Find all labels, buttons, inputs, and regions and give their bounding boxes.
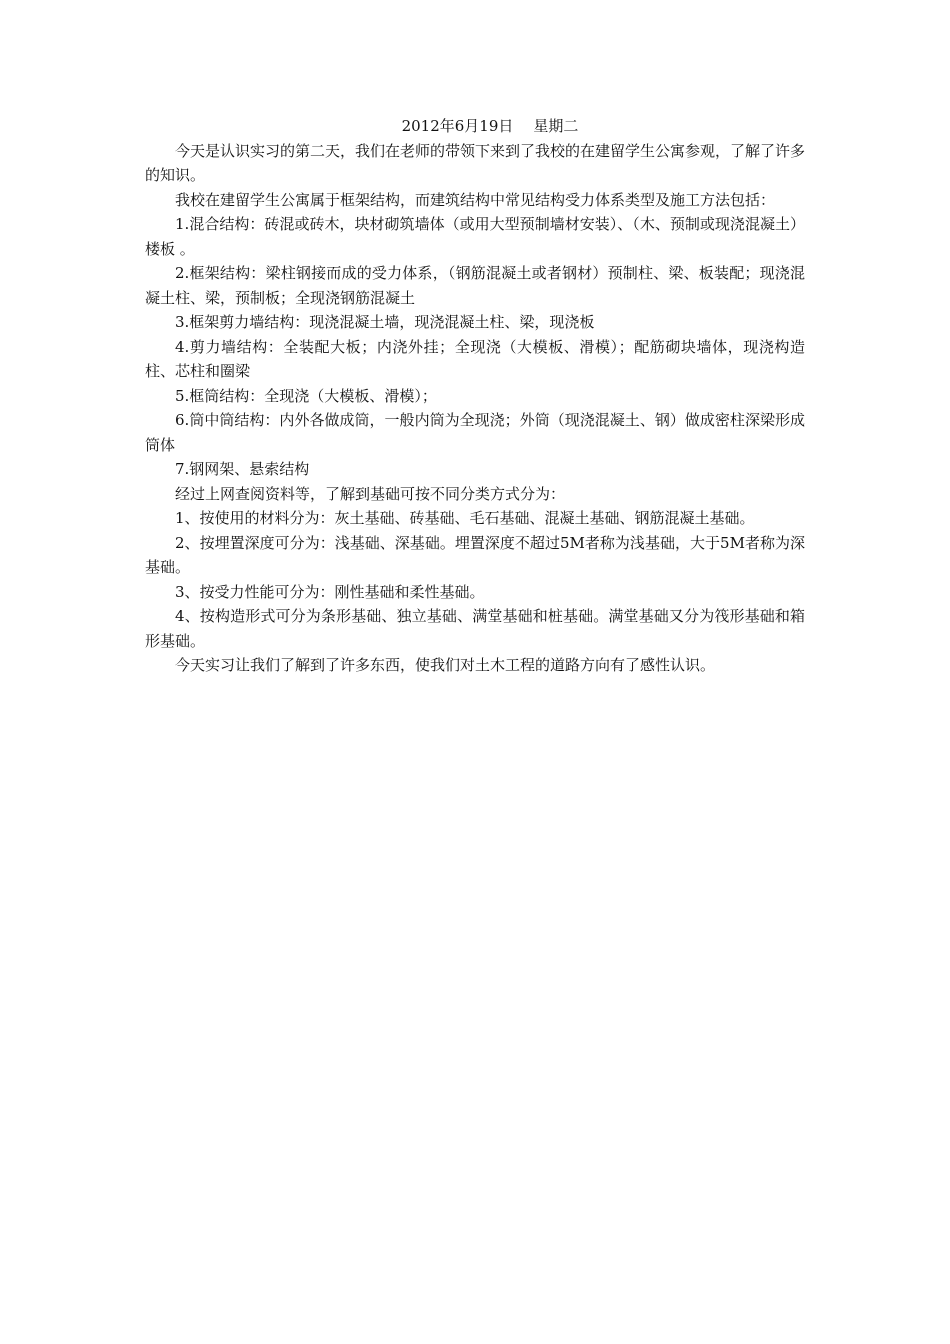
paragraph-intro: 今天是认识实习的第二天，我们在老师的带领下来到了我校的在建留学生公寓参观，了解了许多的知识。: [145, 141, 806, 184]
document-page: [145, 114, 805, 678]
paragraph-item-1: 1.混合结构：砖混或砖木，块材砌筑墙体（或用大型预制墙材安装）、（木、预制或现浇混凝土）楼板 。: [145, 215, 805, 258]
date-text: 2012年6月19日: [401, 117, 514, 135]
paragraph-foundation-intro: 经过上网查阅资料等，了解到基础可按不同分类方式分为：: [175, 484, 566, 503]
paragraph-item-2: 2.框架结构：梁柱钢接而成的受力体系，（钢筋混凝土或者钢材）预制柱、梁、板装配；现浇混凝土柱、梁，预制板；全现浇钢筋混凝土: [145, 264, 805, 307]
paragraph-item-5: 5.框筒结构：全现浇（大模板、滑模）；: [175, 386, 437, 405]
paragraph-item-3: 3.框架剪力墙结构：现浇混凝土墙，现浇混凝土柱、梁，现浇板: [175, 313, 595, 331]
paragraph-foundation-1: 1、按使用的材料分为：灰土基础、砖基础、毛石基础、混凝土基础、钢筋混凝土基础。: [175, 509, 755, 527]
paragraph-foundation-2: 2、按埋置深度可分为：浅基础、深基础。埋置深度不超过5M者称为浅基础，大于5M者称为深基础。: [145, 533, 805, 576]
paragraph-conclusion: 今天实习让我们了解到了许多东西，使我们对土木工程的道路方向有了感性认识。: [175, 656, 716, 674]
paragraph-foundation-4: 4、按构造形式可分为条形基础、独立基础、满堂基础和桩基础。满堂基础又分为筏形基础和箱形基础。: [145, 607, 805, 650]
paragraph-item-7: 7.钢网架、悬索结构: [175, 460, 310, 478]
paragraph-structure-types: 我校在建留学生公寓属于框架结构，而建筑结构中常见结构受力体系类型及施工方法包括：: [175, 190, 776, 209]
paragraph-foundation-3: 3、按受力性能可分为：刚性基础和柔性基础。: [175, 582, 485, 601]
paragraph-item-4: 4.剪力墙结构：全装配大板；内浇外挂；全现浇（大模板、滑模）；配筋砌块墙体，现浇构造柱、芯柱和圈梁: [145, 337, 805, 380]
paragraph-item-6: 6.筒中筒结构：内外各做成筒，一般内筒为全现浇；外筒（现浇混凝土、钢）做成密柱深梁形成筒体: [145, 411, 805, 454]
date-heading: [145, 114, 805, 139]
weekday-text: 星期二: [533, 117, 579, 135]
